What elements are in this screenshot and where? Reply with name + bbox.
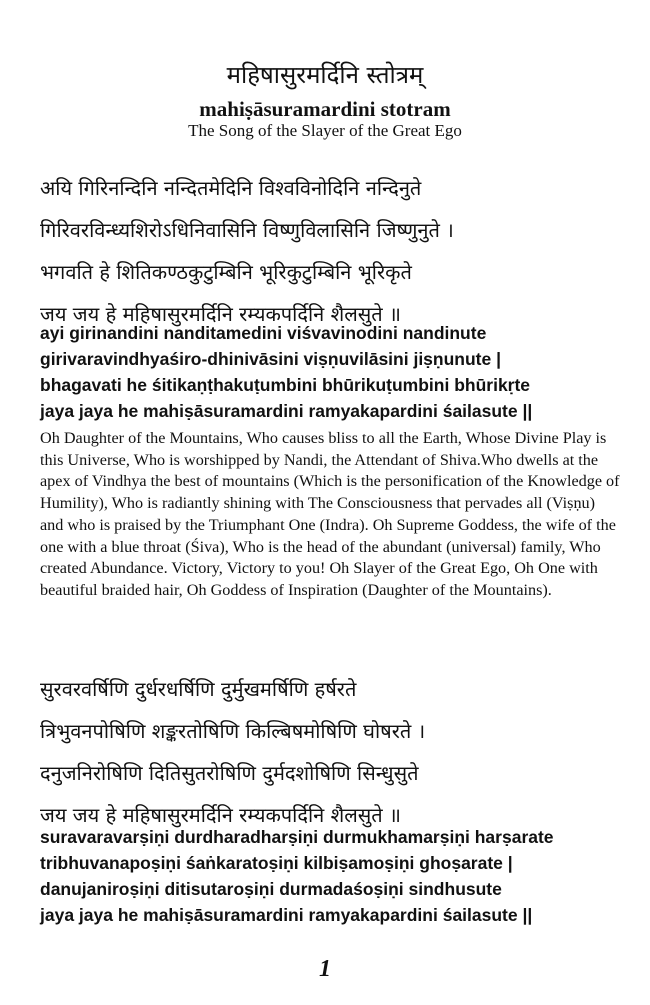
transliteration-line: danujaniroṣiṇi ditisutaroṣiṇi durmadaśoṣiṇi sindhusute xyxy=(40,879,502,899)
transliteration-line: tribhuvanapoṣiṇi śaṅkaratoṣiṇi kilbiṣamoṣiṇi ghoṣarate | xyxy=(40,853,513,873)
verse1-devanagari xyxy=(40,167,640,335)
transliteration-line: jaya jaya he mahiṣāsuramardini ramyakapardini śailasute || xyxy=(40,905,533,925)
verse-line: अयि गिरिनन्दिनि नन्दितमेदिनि विश्वविनोदिनि नन्दिनुते xyxy=(40,176,422,200)
verse-line: गिरिवरविन्ध्यशिरोऽधिनिवासिनि विष्णुविलासिनि जिष्णुनुते । xyxy=(40,218,454,242)
title-transliteration: mahiṣāsuramardini stotram xyxy=(199,97,451,121)
transliteration-line: jaya jaya he mahiṣāsuramardini ramyakapardini śailasute || xyxy=(40,401,533,421)
transliteration-line: girivaravindhyaśiro-dhinivāsini viṣṇuvilāsini jiṣṇunute | xyxy=(40,349,501,369)
verse2-transliteration xyxy=(40,824,640,928)
title-devanagari: महिषासुरमर्दिनि स्तोत्रम् xyxy=(226,61,424,89)
transliteration-line: suravaravarṣiṇi durdharadharṣiṇi durmukhamarṣiṇi harṣarate xyxy=(40,827,554,847)
verse-line: दनुजनिरोषिणि दितिसुतरोषिणि दुर्मदशोषिणि सिन्धुसुते xyxy=(40,761,419,785)
title-english: The Song of the Slayer of the Great Ego xyxy=(188,121,462,140)
verse-line: जय जय हे महिषासुरमर्दिनि रम्यकपर्दिनि शैलसुते ॥ xyxy=(40,803,402,827)
transliteration-line: ayi girinandini nanditamedini viśvavinodini nandinute xyxy=(40,323,487,343)
verse-line: जय जय हे महिषासुरमर्दिनि रम्यकपर्दिनि शैलसुते ॥ xyxy=(40,302,402,326)
verse-line: भगवति हे शितिकण्ठकुटुम्बिनि भूरिकुटुम्बिनि भूरिकृते xyxy=(40,260,412,284)
verse-line: सुरवरवर्षिणि दुर्धरधर्षिणि दुर्मुखमर्षिणि हर्षरते xyxy=(40,677,357,701)
page-number: 1 xyxy=(319,956,331,982)
verse1-transliteration xyxy=(40,320,640,424)
verse2-devanagari xyxy=(40,668,640,836)
transliteration-line: bhagavati he śitikaṇṭhakuṭumbini bhūrikuṭumbini bhūrikṛte xyxy=(40,375,531,395)
verse1-translation: Oh Daughter of the Mountains, Who causes bliss to all the Earth, Whose Divine Play is this Universe, Who is worshipped by Nandi, the Attendant of Shiva.Who dwells at the apex of Vindhya the best of mountains (Which is the personification of the Knowledge of Humility), Who is radiantly shining with The Consciousness that pervades all (Viṣṇu) and who is praised by the Triumphant One (Indra). Oh Supreme Goddess, the wife of the one with a blue throat (Śiva), Who is the head of the abundant (universal) family, Who created Abundance. Victory, Victory to you! Oh Slayer of the Great Ego, Oh One with beautiful braided hair, Oh Goddess of Inspiration (Daughter of the Mountains). xyxy=(40,429,620,599)
verse-line: त्रिभुवनपोषिणि शङ्करतोषिणि किल्बिषमोषिणि घोषरते । xyxy=(40,719,426,743)
